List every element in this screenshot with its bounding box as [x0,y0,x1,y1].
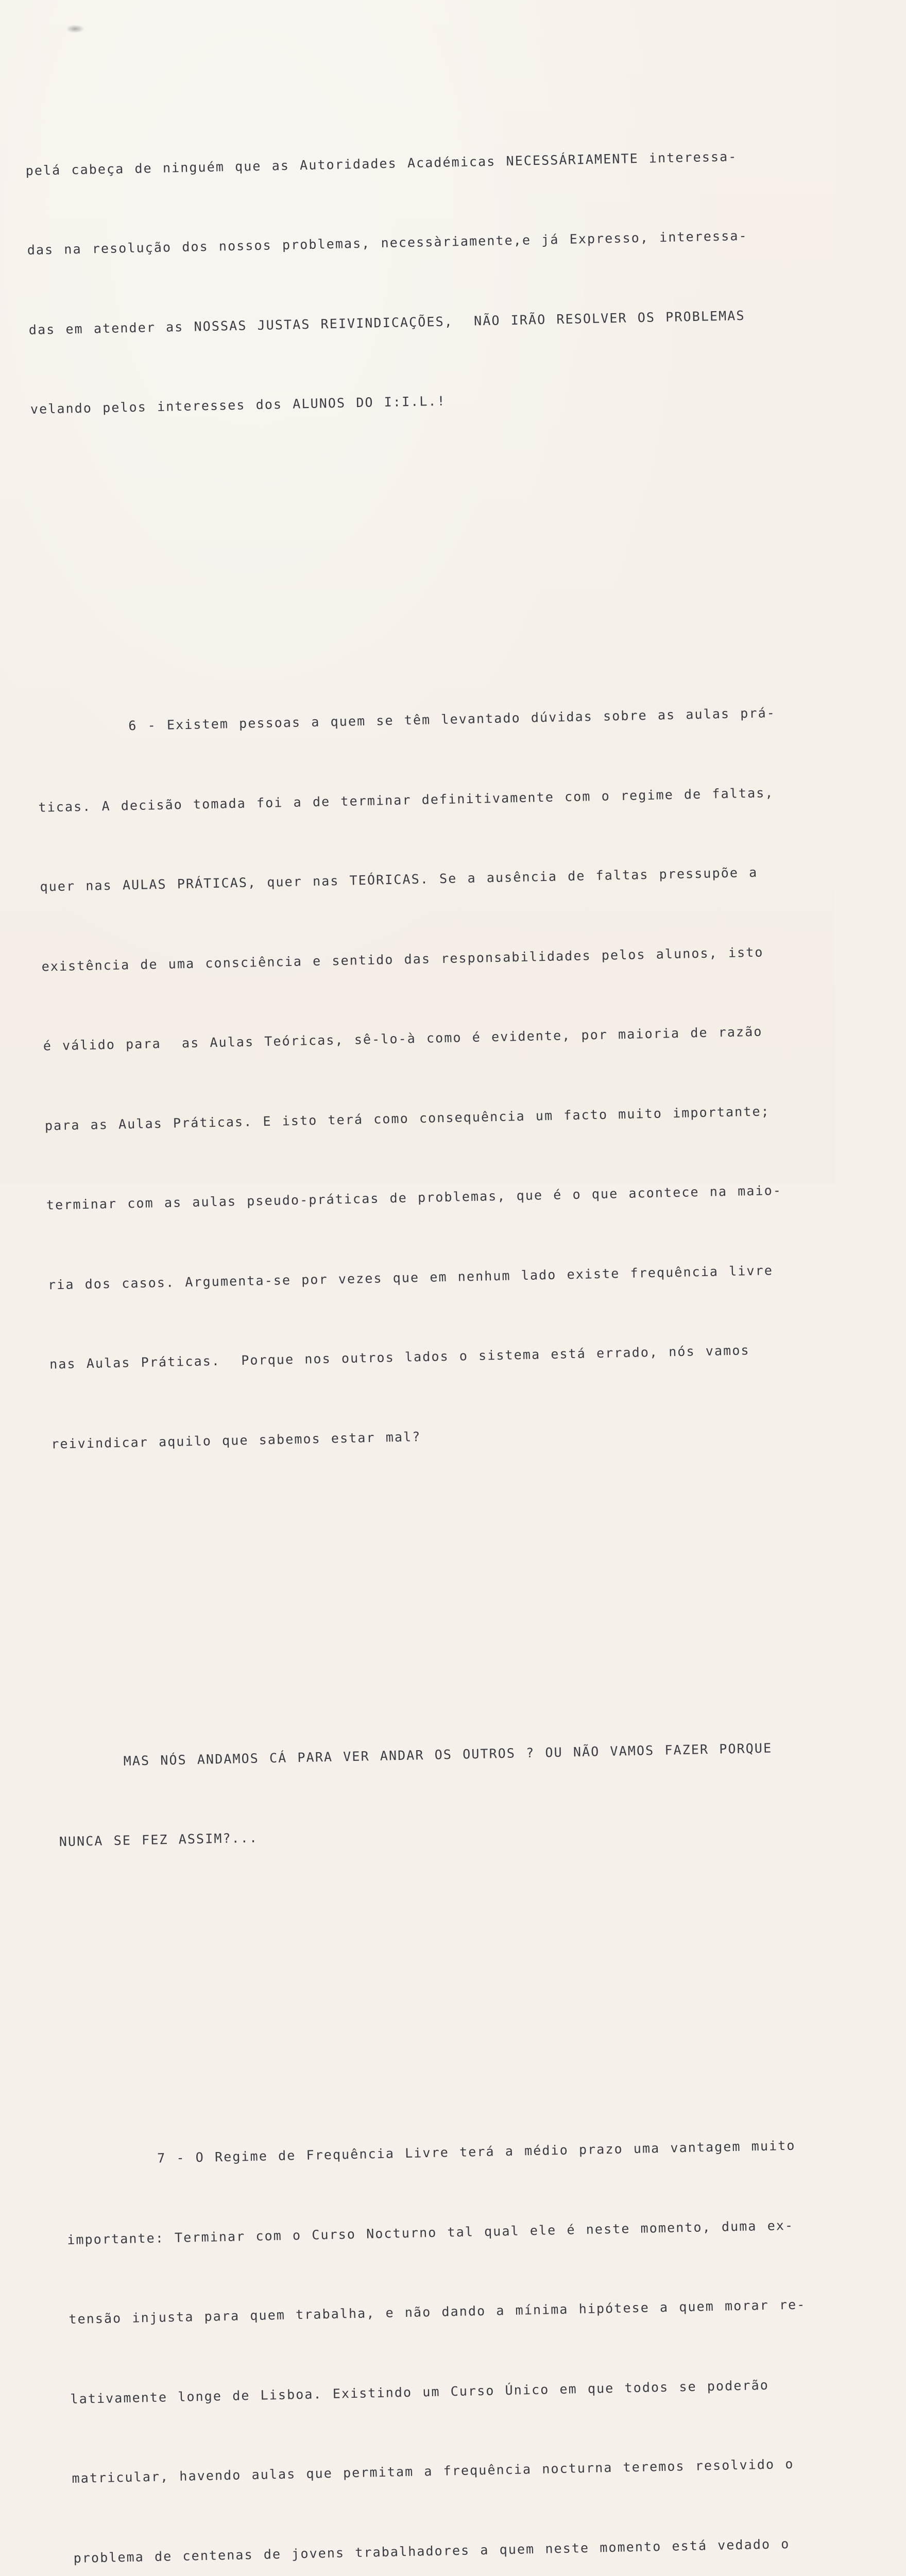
text-line: ria dos casos. Argumenta-se por vezes que em nenhum lado existe frequência livre [47,1262,774,1293]
text-line: das na resolução dos nossos problemas, necessàriamente,e já Expresso, interessa- [27,228,748,258]
paragraph-7 [64,2078,869,2576]
page-text [23,9,906,2576]
text-line: 6 - Existem pessoas a quem se têm levantado dúvidas sobre as aulas prá- [128,705,776,734]
text-line: velando pelos interesses dos ALUNOS DO I:I.L.! [30,393,447,417]
text-line: terminar com as aulas pseudo-práticas de problemas, que é o que acontece na maio- [46,1182,782,1213]
paragraph-6 [36,646,846,1511]
paragraph-caps [56,1680,853,1908]
text-line: matricular, havendo aulas que permitam a frequência nocturna teremos resolvido o [72,2456,794,2486]
text-line: lativamente longe de Lisboa. Existindo um Curso Único em que todos se poderão [70,2377,770,2406]
text-line: existência de uma consciência e sentido das responsabilidades pelos alunos, isto [41,944,764,974]
text-line: das em atender as NOSSAS JUSTAS REIVINDICAÇÕES, NÃO IRÃO RESOLVER OS PROBLEMAS [28,308,745,337]
paragraph-gap [33,539,827,582]
text-line: nas Aulas Práticas. Porque nos outros lados o sistema está errado, nós vamos [49,1343,750,1372]
text-line: pelá cabeça de ninguém que as Autoridades Académicas NECESSÁRIAMENTE interessa- [25,148,738,178]
text-line: tensão injusta para quem trabalha, e não dando a mínima hipótese a quem morar re- [69,2297,806,2327]
text-line: quer nas AULAS PRÁTICAS, quer nas TEÓRICAS. Se a ausência de faltas pressupõe a [40,865,758,894]
paragraph-intro [24,89,825,476]
text-line: para as Aulas Práticas. E isto terá como consequência um facto muito importante; [44,1103,771,1133]
text-line: MAS NÓS ANDAMOS CÁ PARA VER ANDAR OS OUTROS ? OU NÃO VAMOS FAZER PORQUE [123,1740,773,1769]
text-line: importante: Terminar com o Curso Nocturno tal qual ele é neste momento, duma ex- [67,2217,794,2247]
text-line: é válido para as Aulas Teóricas, sê-lo-à como é evidente, por maioria de razão [43,1024,763,1054]
text-line: problema de centenas de jovens trabalhadores a quem neste momento está vedado o [73,2536,790,2566]
text-line: reivindicar aquilo que sabemos estar mal? [51,1429,421,1451]
text-line: NUNCA SE FEZ ASSIM?... [59,1830,259,1850]
paragraph-gap [62,1972,856,2014]
text-line: ticas. A decisão tomada foi a de terminar definitivamente com o regime de faltas, [38,785,774,815]
text-line: 7 - O Regime de Frequência Livre terá a médio prazo uma vantagem muito [157,2138,796,2166]
paragraph-gap [54,1574,848,1616]
